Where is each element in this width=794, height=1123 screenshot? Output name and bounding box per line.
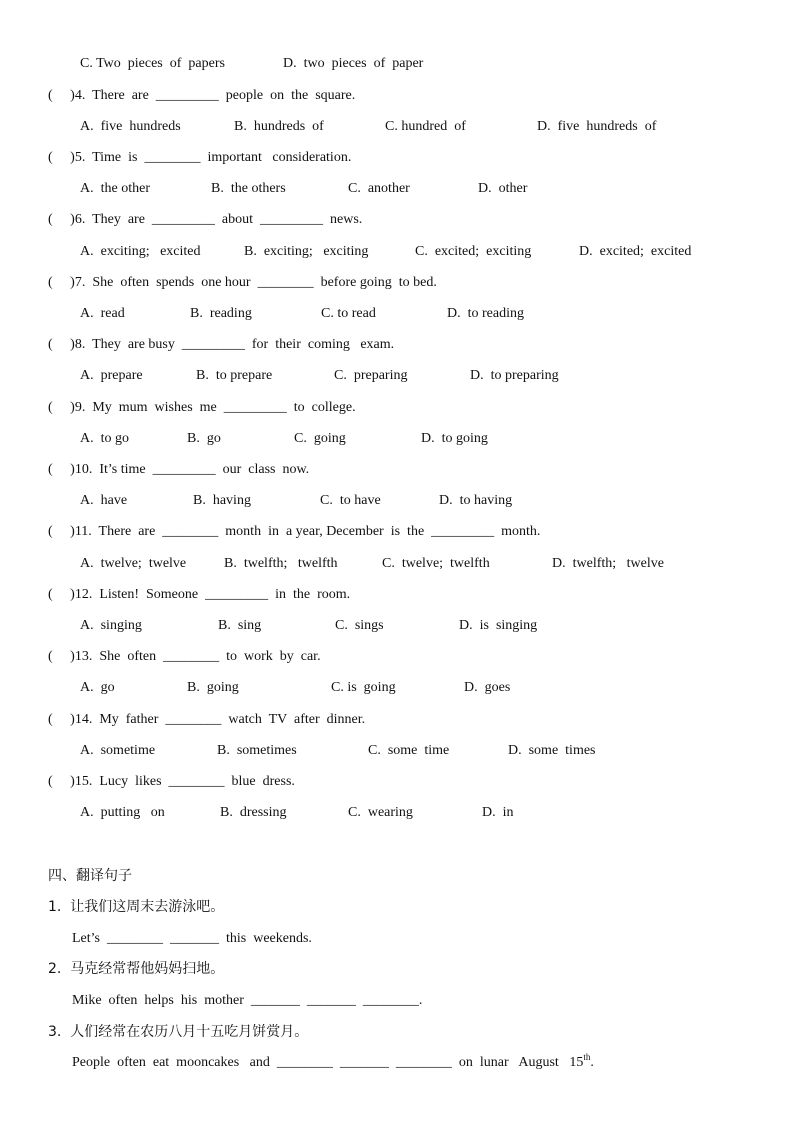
q3-option-c: C. Two pieces of papers <box>80 56 225 71</box>
translate-item-3-english <box>72 1053 594 1073</box>
option-a: A. prepare <box>80 368 143 383</box>
option-a: A. singing <box>80 618 142 633</box>
option-b: B. sometimes <box>217 743 297 758</box>
option-c: C. hundred of <box>385 119 466 134</box>
option-c: C. to have <box>320 493 381 508</box>
option-c: C. some time <box>368 743 450 758</box>
option-b: B. to prepare <box>196 368 273 383</box>
option-d: D. to going <box>421 431 488 446</box>
translate-item-2-english: Mike often helps his mother _______ _______ ________. <box>72 993 423 1008</box>
option-d: D. some times <box>508 743 596 758</box>
translate-item-1-chinese: 1. 让我们这周末去游泳吧。 <box>48 899 225 915</box>
question-stem: ( )15. Lucy likes ________ blue dress. <box>48 774 295 789</box>
option-b: B. having <box>193 493 251 508</box>
option-d: D. in <box>482 805 514 820</box>
option-c: C. to read <box>321 306 376 321</box>
option-d: D. is singing <box>459 618 538 633</box>
option-c: C. excited; exciting <box>415 244 532 259</box>
option-c: C. going <box>294 431 346 446</box>
translate-item-1-english: Let’s ________ _______ this weekends. <box>72 931 312 946</box>
option-d: D. excited; excited <box>579 244 692 259</box>
translate-item-2-chinese: 2. 马克经常帮他妈妈扫地。 <box>48 961 225 977</box>
option-c: C. twelve; twelfth <box>382 556 490 571</box>
option-b: B. go <box>187 431 221 446</box>
section-heading: 四、翻译句子 <box>48 868 132 884</box>
question-stem: ( )12. Listen! Someone _________ in the room. <box>48 587 351 602</box>
question-stem: ( )4. There are _________ people on the square. <box>48 88 356 103</box>
option-c: C. another <box>348 181 410 196</box>
translate-item-3-chinese: 3. 人们经常在农历八月十五吃月饼赏月。 <box>48 1024 309 1040</box>
option-a: A. the other <box>80 181 150 196</box>
question-stem: ( )14. My father ________ watch TV after dinner. <box>48 712 366 727</box>
question-stem: ( )13. She often ________ to work by car. <box>48 649 321 664</box>
option-b: B. the others <box>211 181 286 196</box>
q3-option-d: D. two pieces of paper <box>283 56 424 71</box>
ordinal-suffix: th <box>583 1052 591 1062</box>
option-b: B. twelfth; twelfth <box>224 556 338 571</box>
option-b: B. hundreds of <box>234 119 324 134</box>
option-c: C. wearing <box>348 805 413 820</box>
option-d: D. twelfth; twelve <box>552 556 664 571</box>
option-a: A. putting on <box>80 805 165 820</box>
option-b: B. sing <box>218 618 262 633</box>
option-b: B. exciting; exciting <box>244 244 369 259</box>
question-stem: ( )11. There are ________ month in a year, December is the _________ month. <box>48 524 541 539</box>
question-stem: ( )7. She often spends one hour ________ before going to bed. <box>48 275 437 290</box>
option-a: A. read <box>80 306 125 321</box>
option-b: B. reading <box>190 306 252 321</box>
option-a: A. exciting; excited <box>80 244 201 259</box>
sentence-period: . <box>590 1055 594 1070</box>
question-stem: ( )10. It’s time _________ our class now. <box>48 462 310 477</box>
option-a: A. sometime <box>80 743 156 758</box>
question-stem: ( )6. They are _________ about _________ news. <box>48 212 363 227</box>
option-d: D. other <box>478 181 528 196</box>
option-d: D. goes <box>464 680 511 695</box>
option-a: A. go <box>80 680 115 695</box>
question-stem: ( )9. My mum wishes me _________ to college. <box>48 400 356 415</box>
option-a: A. to go <box>80 431 129 446</box>
option-a: A. twelve; twelve <box>80 556 187 571</box>
option-b: B. going <box>187 680 239 695</box>
option-b: B. dressing <box>220 805 287 820</box>
option-c: C. preparing <box>334 368 408 383</box>
option-a: A. have <box>80 493 128 508</box>
option-c: C. sings <box>335 618 384 633</box>
option-d: D. to having <box>439 493 513 508</box>
option-d: D. five hundreds of <box>537 119 657 134</box>
option-d: D. to preparing <box>470 368 559 383</box>
question-stem: ( )5. Time is ________ important consideration. <box>48 150 352 165</box>
option-c: C. is going <box>331 680 396 695</box>
option-d: D. to reading <box>447 306 524 321</box>
question-stem: ( )8. They are busy _________ for their coming exam. <box>48 337 395 352</box>
translate-item-3-text: People often eat mooncakes and ________ _______ ________ on lunar August 15 <box>72 1055 584 1070</box>
option-a: A. five hundreds <box>80 119 181 134</box>
